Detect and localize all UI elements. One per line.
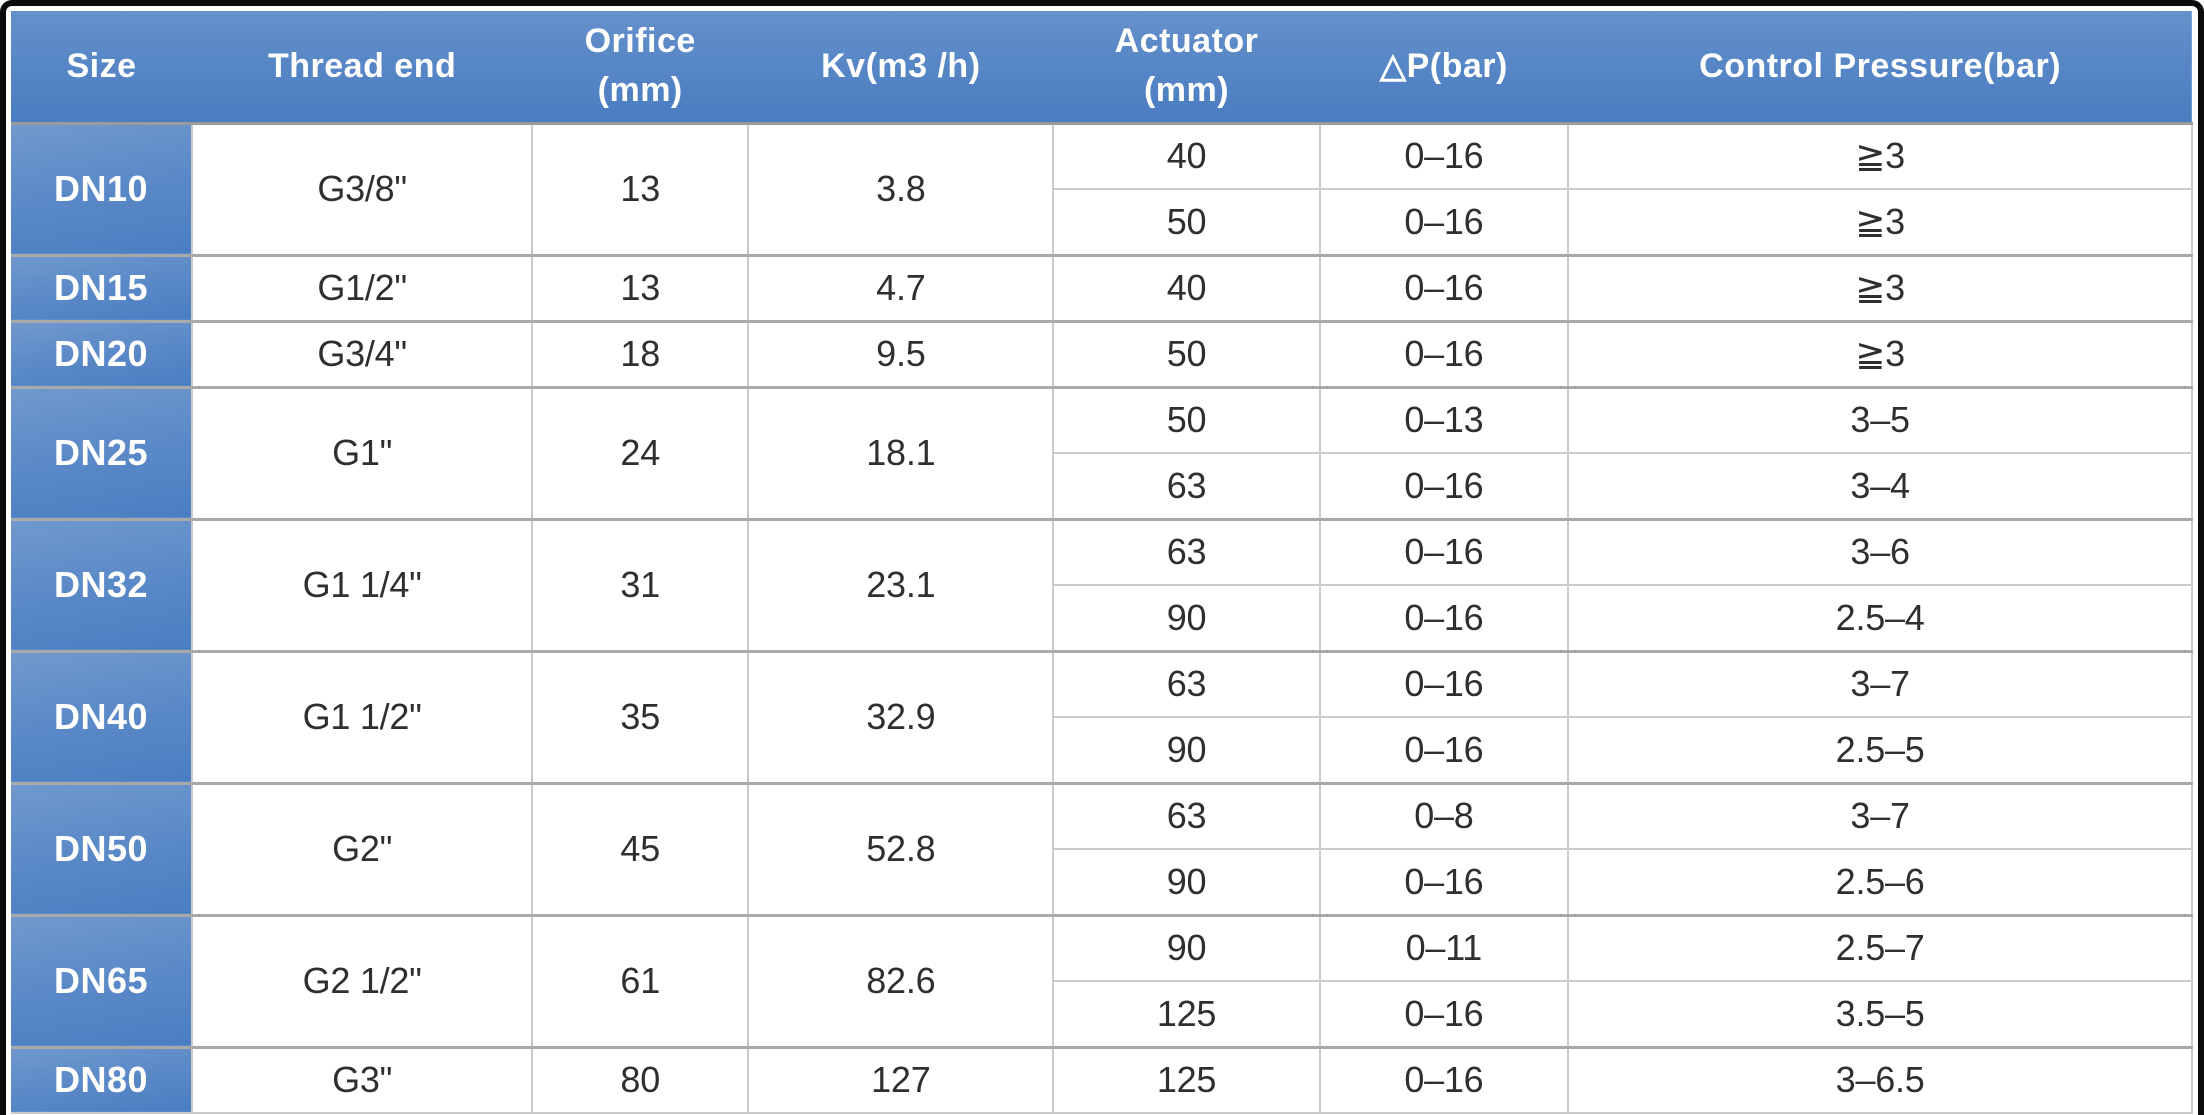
table-row: [11, 321, 2192, 387]
col-header-thread-end: Thread end: [192, 11, 532, 123]
table-row: [11, 915, 2192, 981]
actuator-cell: 125: [1053, 1047, 1319, 1113]
orifice-cell: 45: [532, 783, 748, 915]
col-header-kv: Kv(m3 /h): [748, 11, 1053, 123]
actuator-cell: 90: [1053, 849, 1319, 915]
dp-cell: 0–16: [1320, 519, 1569, 585]
size-cell: DN15: [11, 255, 192, 321]
thread-cell: G1": [192, 387, 532, 519]
control-pressure-cell: 2.5–7: [1568, 915, 2192, 981]
kv-cell: 9.5: [748, 321, 1053, 387]
table-row: [11, 123, 2192, 189]
actuator-cell: 40: [1053, 123, 1319, 189]
dp-cell: 0–11: [1320, 915, 1569, 981]
dp-cell: 0–16: [1320, 981, 1569, 1047]
dp-cell: 0–16: [1320, 453, 1569, 519]
actuator-cell: 90: [1053, 915, 1319, 981]
dp-cell: 0–8: [1320, 783, 1569, 849]
dp-cell: 0–16: [1320, 717, 1569, 783]
actuator-cell: 125: [1053, 981, 1319, 1047]
header-row: [11, 11, 2192, 123]
control-pressure-cell: ≧3: [1568, 123, 2192, 189]
col-header-size: Size: [11, 11, 192, 123]
thread-cell: G1 1/2": [192, 651, 532, 783]
control-pressure-cell: 2.5–6: [1568, 849, 2192, 915]
orifice-cell: 80: [532, 1047, 748, 1113]
dp-cell: 0–16: [1320, 321, 1569, 387]
table-body: [11, 123, 2192, 1113]
size-cell: DN50: [11, 783, 192, 915]
table-header: [11, 11, 2192, 123]
thread-cell: G3/8": [192, 123, 532, 255]
orifice-cell: 24: [532, 387, 748, 519]
actuator-cell: 50: [1053, 321, 1319, 387]
control-pressure-cell: ≧3: [1568, 189, 2192, 255]
kv-cell: 18.1: [748, 387, 1053, 519]
dp-cell: 0–16: [1320, 123, 1569, 189]
kv-cell: 23.1: [748, 519, 1053, 651]
kv-cell: 32.9: [748, 651, 1053, 783]
dp-cell: 0–16: [1320, 189, 1569, 255]
table-row: [11, 651, 2192, 717]
kv-cell: 127: [748, 1047, 1053, 1113]
size-cell: DN65: [11, 915, 192, 1047]
control-pressure-cell: 3–4: [1568, 453, 2192, 519]
kv-cell: 4.7: [748, 255, 1053, 321]
control-pressure-cell: ≧3: [1568, 255, 2192, 321]
actuator-cell: 63: [1053, 783, 1319, 849]
kv-cell: 82.6: [748, 915, 1053, 1047]
orifice-cell: 13: [532, 123, 748, 255]
actuator-cell: 63: [1053, 651, 1319, 717]
control-pressure-cell: 3–7: [1568, 783, 2192, 849]
actuator-cell: 50: [1053, 189, 1319, 255]
kv-cell: 52.8: [748, 783, 1053, 915]
thread-cell: G2": [192, 783, 532, 915]
orifice-cell: 61: [532, 915, 748, 1047]
table-row: [11, 519, 2192, 585]
size-cell: DN10: [11, 123, 192, 255]
thread-cell: G2 1/2": [192, 915, 532, 1047]
dp-cell: 0–16: [1320, 849, 1569, 915]
kv-cell: 3.8: [748, 123, 1053, 255]
size-cell: DN80: [11, 1047, 192, 1113]
dp-cell: 0–13: [1320, 387, 1569, 453]
orifice-cell: 31: [532, 519, 748, 651]
control-pressure-cell: 3–5: [1568, 387, 2192, 453]
control-pressure-cell: 2.5–5: [1568, 717, 2192, 783]
col-header-delta-p: △P(bar): [1320, 11, 1569, 123]
col-header-actuator: Actuator (mm): [1053, 11, 1319, 123]
thread-cell: G1/2": [192, 255, 532, 321]
control-pressure-cell: ≧3: [1568, 321, 2192, 387]
control-pressure-cell: 2.5–4: [1568, 585, 2192, 651]
thread-cell: G3/4": [192, 321, 532, 387]
control-pressure-cell: 3–7: [1568, 651, 2192, 717]
col-header-orifice: Orifice (mm): [532, 11, 748, 123]
control-pressure-cell: 3–6: [1568, 519, 2192, 585]
actuator-cell: 63: [1053, 453, 1319, 519]
size-cell: DN32: [11, 519, 192, 651]
col-header-control-pressure: Control Pressure(bar): [1568, 11, 2192, 123]
actuator-cell: 63: [1053, 519, 1319, 585]
orifice-cell: 13: [532, 255, 748, 321]
dp-cell: 0–16: [1320, 1047, 1569, 1113]
table-row: [11, 1047, 2192, 1113]
valve-spec-table: [11, 11, 2193, 1114]
actuator-cell: 50: [1053, 387, 1319, 453]
actuator-cell: 90: [1053, 585, 1319, 651]
table-row: [11, 255, 2192, 321]
dp-cell: 0–16: [1320, 255, 1569, 321]
dp-cell: 0–16: [1320, 585, 1569, 651]
table-row: [11, 387, 2192, 453]
size-cell: DN20: [11, 321, 192, 387]
actuator-cell: 90: [1053, 717, 1319, 783]
table-row: [11, 783, 2192, 849]
size-cell: DN25: [11, 387, 192, 519]
dp-cell: 0–16: [1320, 651, 1569, 717]
thread-cell: G1 1/4": [192, 519, 532, 651]
thread-cell: G3": [192, 1047, 532, 1113]
size-cell: DN40: [11, 651, 192, 783]
control-pressure-cell: 3–6.5: [1568, 1047, 2192, 1113]
orifice-cell: 18: [532, 321, 748, 387]
actuator-cell: 40: [1053, 255, 1319, 321]
control-pressure-cell: 3.5–5: [1568, 981, 2192, 1047]
orifice-cell: 35: [532, 651, 748, 783]
